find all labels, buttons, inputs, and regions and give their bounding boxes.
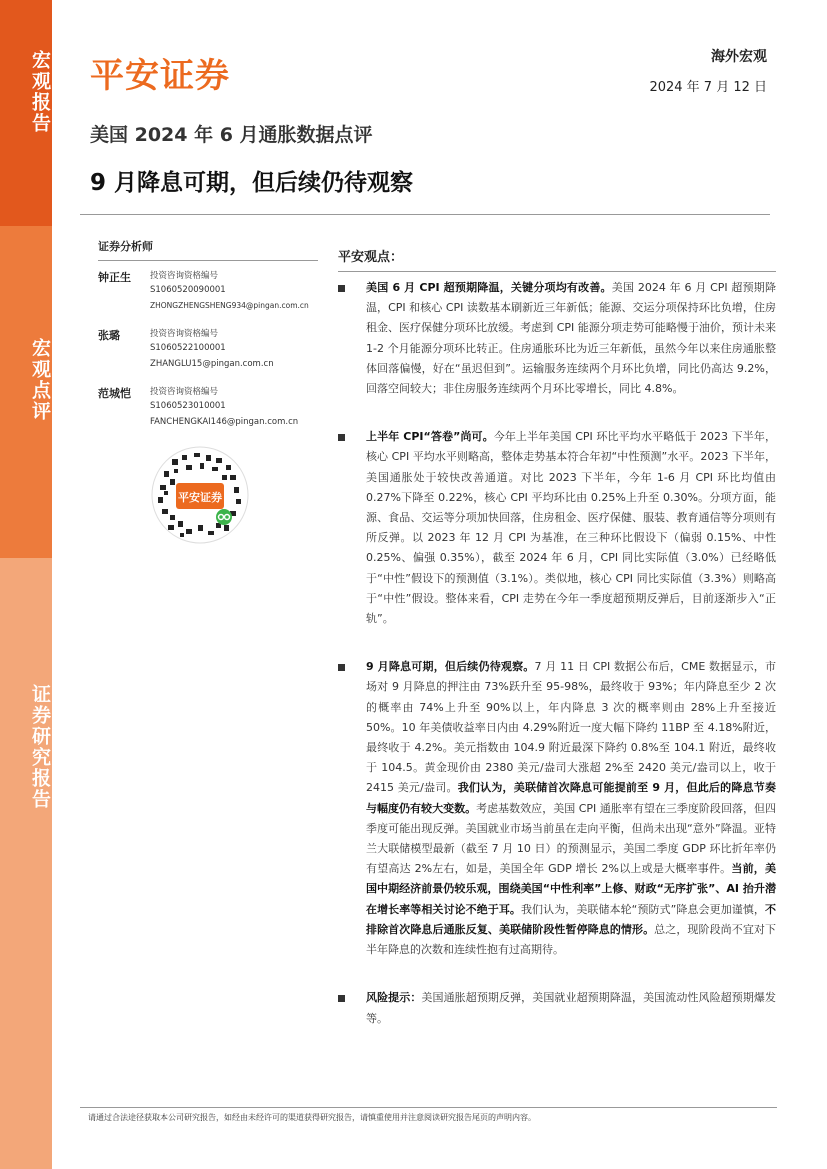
- view-body: 考虑基数效应，美国 CPI 通胀率有望在三季度阶段回落，但四季度可能出现反弹。美国就业市场当前虽在走向平衡，但尚未出现“意外”降温。亚特兰大联储模型最新（截至 7 月 10 日）的预测显示，美国二季度 GDP 环比折年率仍有望高达 2%左右，如是，美国全年 GDP 增长 2%以上或是大概率事件。: [366, 801, 776, 876]
- report-date: 2024 年 7 月 12 日: [649, 80, 767, 95]
- sidebar-label-report-subtype: 宏观点评: [29, 338, 51, 422]
- analyst-entry: [98, 267, 318, 319]
- sidebar-band-3: [0, 558, 52, 1169]
- views-section: [338, 246, 776, 1057]
- analyst-email[interactable]: FANCHENGKAI146@pingan.com.cn: [150, 417, 299, 427]
- analyst-entry: [98, 325, 318, 377]
- view-emphasis: 我们认为，美联储首次降息可能提前至 9 月，但此后的降息节奏与幅度仍有较大变数。: [366, 781, 777, 815]
- view-body: 7 月 11 日 CPI 数据公布后，CME 数据显示，市场对 9 月降息的押注由 73%跃升至 95-98%，最终收于 93%；年内降息至少 2 次的概率由 74%上升至 90%以上，年内降息 3 次的概率则由 28%上升至接近 50%。10 年美债收益率日内由 4.29%附近一度大幅下降约 11BP 至 4.18%附近，最终收于 4.2%。美元指数由 104.9 附近最深下降约 0.8%至 104.1 附近，最终收于 104.5。黄金现价由 2380 美元/盎司大涨超 2%至 2420 美元/盎司以上，收于 2415 美元/盎司。: [366, 660, 777, 795]
- square-bullet-icon: [338, 434, 345, 441]
- report-title: 9 月降息可期，但后续仍待观察: [90, 170, 414, 196]
- view-paragraph: [338, 278, 776, 399]
- qr-code-icon[interactable]: [150, 445, 250, 545]
- sidebar-label-report-type: 宏观报告: [29, 50, 51, 134]
- brand-logo: 平安证券: [90, 56, 230, 96]
- view-paragraph: [338, 427, 776, 629]
- square-bullet-icon: [338, 664, 345, 671]
- view-paragraph: [338, 657, 776, 960]
- square-bullet-icon: [338, 995, 345, 1002]
- view-body: 今年上半年美国 CPI 环比平均水平略低于 2023 下半年，核心 CPI 平均水平则略高，整体走势基本符合年初“中性预测”水平。2023 下半年，美国通胀处于较快改善通道。对比 2023 下半年，今年 1-6 月 CPI 环比均值由 0.27%下降至 0.22%，核心 CPI 平均环比由 0.25%上升至 0.30%。分项方面，能源、食品、交运等分项加快回落，住房租金、医疗保健、服装、教育通信等分项则有所反弹。以 2023 年 12 月 CPI 为基准，在三种环比假设下（偏弱 0.15%、中性 0.25%、偏强 0.35%），截至 2024 年 6 月，CPI 同比实际值（3.0%）已经略低于“中性”假设下的预测值（3.1%）。类似地，核心 CPI 同比实际值（3.3%）则略高于“中性”假设。整体来看，CPI 走势在今年一季度超预期反弹后，目前逐渐步入“正轨”。: [366, 430, 776, 626]
- analyst-name: 张璐: [98, 329, 120, 342]
- title-divider: [80, 214, 770, 215]
- view-body: 我们认为，美联储本轮“预防式”降息会更加谨慎，: [520, 902, 765, 916]
- analyst-name: 范城恺: [98, 387, 131, 400]
- view-lead: 9 月降息可期，但后续仍待观察。: [366, 660, 535, 674]
- analyst-qual-no: S1060523010001: [150, 401, 226, 411]
- square-bullet-icon: [338, 285, 345, 292]
- qr-brand-label: 平安证券: [178, 491, 222, 504]
- analyst-qual-label: 投资咨询资格编号: [150, 387, 219, 397]
- analyst-qual-no: S1060520090001: [150, 285, 226, 295]
- analyst-name: 钟正生: [98, 271, 131, 284]
- footer-disclaimer: 请通过合法途径获取本公司研究报告，如经由未经许可的渠道获得研究报告，请慎重使用并注意阅读研究报告尾页的声明内容。: [88, 1113, 536, 1122]
- views-divider: [338, 271, 776, 272]
- views-heading: 平安观点：: [338, 250, 404, 265]
- view-body: 美国 2024 年 6 月 CPI 超预期降温，CPI 和核心 CPI 读数基本刷新近三年新低；能源、交运分项保持环比负增，住房租金、医疗保健分项环比放缓。考虑到 CPI 能源分项走势可能略慢于油价，预计未来 1-2 个月能源分项环比转正。住房通胀环比为近三年新低，虽然今年以来住房通胀整体回落偏慢，好在“虽迟但到”。运输服务连续两个月环比负增，同比仍高达 9.2%，回落空间较大；非住房服务连续两个月环比零增长，同比 4.8%。: [366, 281, 776, 396]
- risk-lead: 风险提示：: [366, 991, 422, 1005]
- report-category: 海外宏观: [711, 49, 767, 65]
- analyst-qual-label: 投资咨询资格编号: [150, 329, 219, 339]
- analyst-email[interactable]: ZHANGLU15@pingan.com.cn: [150, 359, 274, 369]
- analyst-entry: [98, 383, 318, 435]
- analyst-email[interactable]: ZHONGZHENGSHENG934@pingan.com.cn: [150, 301, 309, 310]
- analyst-divider: [98, 260, 318, 261]
- view-lead: 美国 6 月 CPI 超预期降温，关键分项均有改善。: [366, 281, 612, 294]
- analyst-panel: [98, 238, 318, 435]
- sidebar-label-research: 证券研究报告: [29, 684, 51, 810]
- analyst-qual-label: 投资咨询资格编号: [150, 271, 219, 281]
- analyst-heading: 证券分析师: [98, 240, 153, 253]
- analyst-qual-no: S1060522100001: [150, 343, 226, 353]
- view-lead: 上半年 CPI“答卷”尚可。: [366, 430, 494, 444]
- report-subtitle: 美国 2024 年 6 月通胀数据点评: [90, 124, 373, 146]
- view-emphasis: 不排除首次降息后通胀反复、美联储阶段性暂停降息的情形。: [366, 902, 776, 936]
- view-emphasis: 当前，美国中期经济前景仍较乐观，围绕美国“中性利率”上修、财政“无序扩张”、AI 抬升潜在增长率等相关讨论不绝于耳。: [366, 862, 777, 916]
- risk-body: 美国通胀超预期反弹，美国就业超预期降温，美国流动性风险超预期爆发等。: [366, 991, 777, 1025]
- risk-paragraph: [338, 988, 776, 1028]
- view-body: 总之，现阶段尚不宜对下半年降息的次数和连续性抱有过高期待。: [366, 922, 777, 957]
- footer-divider: [80, 1107, 777, 1108]
